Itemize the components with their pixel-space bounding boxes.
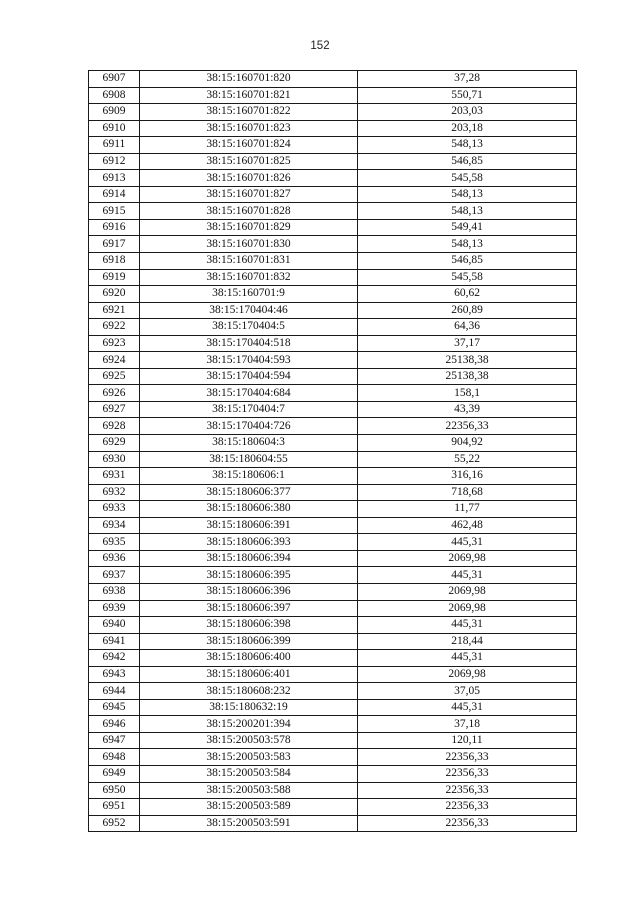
cadastral-number-cell: 38:15:170404:726: [140, 418, 358, 435]
row-number-cell: 6917: [89, 236, 140, 253]
cadastral-number-cell: 38:15:170404:684: [140, 385, 358, 402]
row-number-cell: 6945: [89, 699, 140, 716]
table-row: [89, 468, 577, 485]
row-number-cell: 6918: [89, 253, 140, 270]
area-value-cell: 22356,33: [358, 799, 577, 816]
table-row: [89, 203, 577, 220]
area-value-cell: 25138,38: [358, 368, 577, 385]
area-value-cell: 260,89: [358, 302, 577, 319]
area-value-cell: 445,31: [358, 650, 577, 667]
area-value-cell: 546,85: [358, 253, 577, 270]
row-number-cell: 6923: [89, 335, 140, 352]
cadastral-number-cell: 38:15:180606:400: [140, 650, 358, 667]
area-value-cell: 43,39: [358, 401, 577, 418]
area-value-cell: 445,31: [358, 617, 577, 634]
table-row: [89, 633, 577, 650]
cadastral-number-cell: 38:15:180606:394: [140, 550, 358, 567]
cadastral-number-cell: 38:15:180604:55: [140, 451, 358, 468]
area-value-cell: 545,58: [358, 269, 577, 286]
row-number-cell: 6930: [89, 451, 140, 468]
row-number-cell: 6943: [89, 666, 140, 683]
row-number-cell: 6939: [89, 600, 140, 617]
cadastral-number-cell: 38:15:160701:822: [140, 104, 358, 121]
row-number-cell: 6928: [89, 418, 140, 435]
row-number-cell: 6916: [89, 219, 140, 236]
row-number-cell: 6933: [89, 501, 140, 518]
table-row: [89, 335, 577, 352]
cadastral-number-cell: 38:15:200503:578: [140, 732, 358, 749]
cadastral-number-cell: 38:15:170404:46: [140, 302, 358, 319]
area-value-cell: 22356,33: [358, 782, 577, 799]
row-number-cell: 6910: [89, 120, 140, 137]
cadastral-number-cell: 38:15:170404:7: [140, 401, 358, 418]
area-value-cell: 55,22: [358, 451, 577, 468]
row-number-cell: 6952: [89, 815, 140, 832]
row-number-cell: 6950: [89, 782, 140, 799]
table-row: [89, 484, 577, 501]
area-value-cell: 158,1: [358, 385, 577, 402]
cadastral-number-cell: 38:15:200201:394: [140, 716, 358, 733]
row-number-cell: 6929: [89, 435, 140, 452]
area-value-cell: 64,36: [358, 319, 577, 336]
cadastral-number-cell: 38:15:180606:396: [140, 583, 358, 600]
table-row: [89, 170, 577, 187]
cadastral-number-cell: 38:15:180606:391: [140, 517, 358, 534]
cadastral-number-cell: 38:15:180606:401: [140, 666, 358, 683]
row-number-cell: 6946: [89, 716, 140, 733]
table-row: [89, 401, 577, 418]
table-row: [89, 302, 577, 319]
table-row: [89, 153, 577, 170]
area-value-cell: 904,92: [358, 435, 577, 452]
cadastral-number-cell: 38:15:180606:380: [140, 501, 358, 518]
area-value-cell: 22356,33: [358, 815, 577, 832]
table-row: [89, 550, 577, 567]
table-row: [89, 650, 577, 667]
cadastral-number-cell: 38:15:180632:19: [140, 699, 358, 716]
cadastral-number-cell: 38:15:200503:584: [140, 765, 358, 782]
cadastral-number-cell: 38:15:160701:826: [140, 170, 358, 187]
area-value-cell: 462,48: [358, 517, 577, 534]
cadastral-number-cell: 38:15:180604:3: [140, 435, 358, 452]
table-row: [89, 368, 577, 385]
area-value-cell: 548,13: [358, 236, 577, 253]
table-row: [89, 186, 577, 203]
cadastral-number-cell: 38:15:160701:828: [140, 203, 358, 220]
row-number-cell: 6924: [89, 352, 140, 369]
row-number-cell: 6908: [89, 87, 140, 104]
table-row: [89, 286, 577, 303]
row-number-cell: 6949: [89, 765, 140, 782]
area-value-cell: 548,13: [358, 203, 577, 220]
table-row: [89, 699, 577, 716]
row-number-cell: 6909: [89, 104, 140, 121]
area-value-cell: 37,28: [358, 71, 577, 88]
cadastral-number-cell: 38:15:170404:594: [140, 368, 358, 385]
cadastral-number-cell: 38:15:180608:232: [140, 683, 358, 700]
table-row: [89, 253, 577, 270]
area-value-cell: 22356,33: [358, 749, 577, 766]
cadastral-number-cell: 38:15:160701:821: [140, 87, 358, 104]
table-row: [89, 501, 577, 518]
area-value-cell: 445,31: [358, 567, 577, 584]
table-row: [89, 732, 577, 749]
page-number: 152: [310, 40, 330, 52]
row-number-cell: 6938: [89, 583, 140, 600]
cadastral-number-cell: 38:15:180606:399: [140, 633, 358, 650]
area-value-cell: 718,68: [358, 484, 577, 501]
table-row: [89, 120, 577, 137]
cadastral-number-cell: 38:15:160701:827: [140, 186, 358, 203]
cadastral-number-cell: 38:15:180606:398: [140, 617, 358, 634]
area-value-cell: 25138,38: [358, 352, 577, 369]
row-number-cell: 6914: [89, 186, 140, 203]
table-body: [89, 71, 577, 832]
row-number-cell: 6912: [89, 153, 140, 170]
cadastral-number-cell: 38:15:200503:588: [140, 782, 358, 799]
row-number-cell: 6948: [89, 749, 140, 766]
table-row: [89, 617, 577, 634]
table-row: [89, 534, 577, 551]
table-row: [89, 435, 577, 452]
table-row: [89, 418, 577, 435]
area-value-cell: 548,13: [358, 186, 577, 203]
cadastral-number-cell: 38:15:160701:9: [140, 286, 358, 303]
row-number-cell: 6947: [89, 732, 140, 749]
table-row: [89, 683, 577, 700]
area-value-cell: 550,71: [358, 87, 577, 104]
cadastral-number-cell: 38:15:160701:829: [140, 219, 358, 236]
cadastral-number-cell: 38:15:170404:593: [140, 352, 358, 369]
area-value-cell: 37,17: [358, 335, 577, 352]
cadastral-number-cell: 38:15:160701:832: [140, 269, 358, 286]
area-value-cell: 548,13: [358, 137, 577, 154]
area-value-cell: 545,58: [358, 170, 577, 187]
row-number-cell: 6919: [89, 269, 140, 286]
cadastral-number-cell: 38:15:160701:825: [140, 153, 358, 170]
row-number-cell: 6921: [89, 302, 140, 319]
row-number-cell: 6934: [89, 517, 140, 534]
row-number-cell: 6925: [89, 368, 140, 385]
area-value-cell: 2069,98: [358, 600, 577, 617]
area-value-cell: 2069,98: [358, 550, 577, 567]
cadastral-number-cell: 38:15:200503:589: [140, 799, 358, 816]
row-number-cell: 6936: [89, 550, 140, 567]
area-value-cell: 11,77: [358, 501, 577, 518]
table-row: [89, 815, 577, 832]
row-number-cell: 6915: [89, 203, 140, 220]
row-number-cell: 6920: [89, 286, 140, 303]
area-value-cell: 203,03: [358, 104, 577, 121]
row-number-cell: 6944: [89, 683, 140, 700]
area-value-cell: 218,44: [358, 633, 577, 650]
area-value-cell: 2069,98: [358, 583, 577, 600]
cadastral-number-cell: 38:15:160701:824: [140, 137, 358, 154]
area-value-cell: 60,62: [358, 286, 577, 303]
cadastral-number-cell: 38:15:180606:397: [140, 600, 358, 617]
cadastral-number-cell: 38:15:170404:5: [140, 319, 358, 336]
cadastral-number-cell: 38:15:160701:823: [140, 120, 358, 137]
cadastral-number-cell: 38:15:200503:583: [140, 749, 358, 766]
row-number-cell: 6926: [89, 385, 140, 402]
table-row: [89, 219, 577, 236]
row-number-cell: 6931: [89, 468, 140, 485]
table-row: [89, 236, 577, 253]
row-number-cell: 6922: [89, 319, 140, 336]
cadastral-number-cell: 38:15:180606:377: [140, 484, 358, 501]
table-row: [89, 451, 577, 468]
row-number-cell: 6907: [89, 71, 140, 88]
row-number-cell: 6940: [89, 617, 140, 634]
area-value-cell: 37,18: [358, 716, 577, 733]
cadastral-number-cell: 38:15:180606:395: [140, 567, 358, 584]
table-row: [89, 799, 577, 816]
cadastral-number-cell: 38:15:160701:831: [140, 253, 358, 270]
area-value-cell: 37,05: [358, 683, 577, 700]
row-number-cell: 6937: [89, 567, 140, 584]
table-row: [89, 517, 577, 534]
area-value-cell: 445,31: [358, 534, 577, 551]
area-value-cell: 2069,98: [358, 666, 577, 683]
table-row: [89, 385, 577, 402]
table-row: [89, 352, 577, 369]
table-row: [89, 319, 577, 336]
area-value-cell: 120,11: [358, 732, 577, 749]
area-value-cell: 22356,33: [358, 418, 577, 435]
cadastral-number-cell: 38:15:160701:820: [140, 71, 358, 88]
table-row: [89, 666, 577, 683]
cadastral-number-cell: 38:15:180606:1: [140, 468, 358, 485]
table-row: [89, 600, 577, 617]
area-value-cell: 546,85: [358, 153, 577, 170]
row-number-cell: 6935: [89, 534, 140, 551]
table-row: [89, 104, 577, 121]
cadastral-number-cell: 38:15:160701:830: [140, 236, 358, 253]
table-row: [89, 567, 577, 584]
cadastral-number-cell: 38:15:180606:393: [140, 534, 358, 551]
row-number-cell: 6932: [89, 484, 140, 501]
row-number-cell: 6941: [89, 633, 140, 650]
area-value-cell: 22356,33: [358, 765, 577, 782]
area-value-cell: 203,18: [358, 120, 577, 137]
row-number-cell: 6927: [89, 401, 140, 418]
table-row: [89, 137, 577, 154]
area-value-cell: 445,31: [358, 699, 577, 716]
table-row: [89, 583, 577, 600]
table-row: [89, 765, 577, 782]
cadastral-number-cell: 38:15:170404:518: [140, 335, 358, 352]
table-row: [89, 71, 577, 88]
row-number-cell: 6913: [89, 170, 140, 187]
row-number-cell: 6911: [89, 137, 140, 154]
cadastral-number-cell: 38:15:200503:591: [140, 815, 358, 832]
table-row: [89, 716, 577, 733]
table-row: [89, 87, 577, 104]
table-row: [89, 749, 577, 766]
cadastral-table: [88, 70, 577, 832]
table-row: [89, 269, 577, 286]
table-row: [89, 782, 577, 799]
area-value-cell: 549,41: [358, 219, 577, 236]
row-number-cell: 6951: [89, 799, 140, 816]
area-value-cell: 316,16: [358, 468, 577, 485]
row-number-cell: 6942: [89, 650, 140, 667]
